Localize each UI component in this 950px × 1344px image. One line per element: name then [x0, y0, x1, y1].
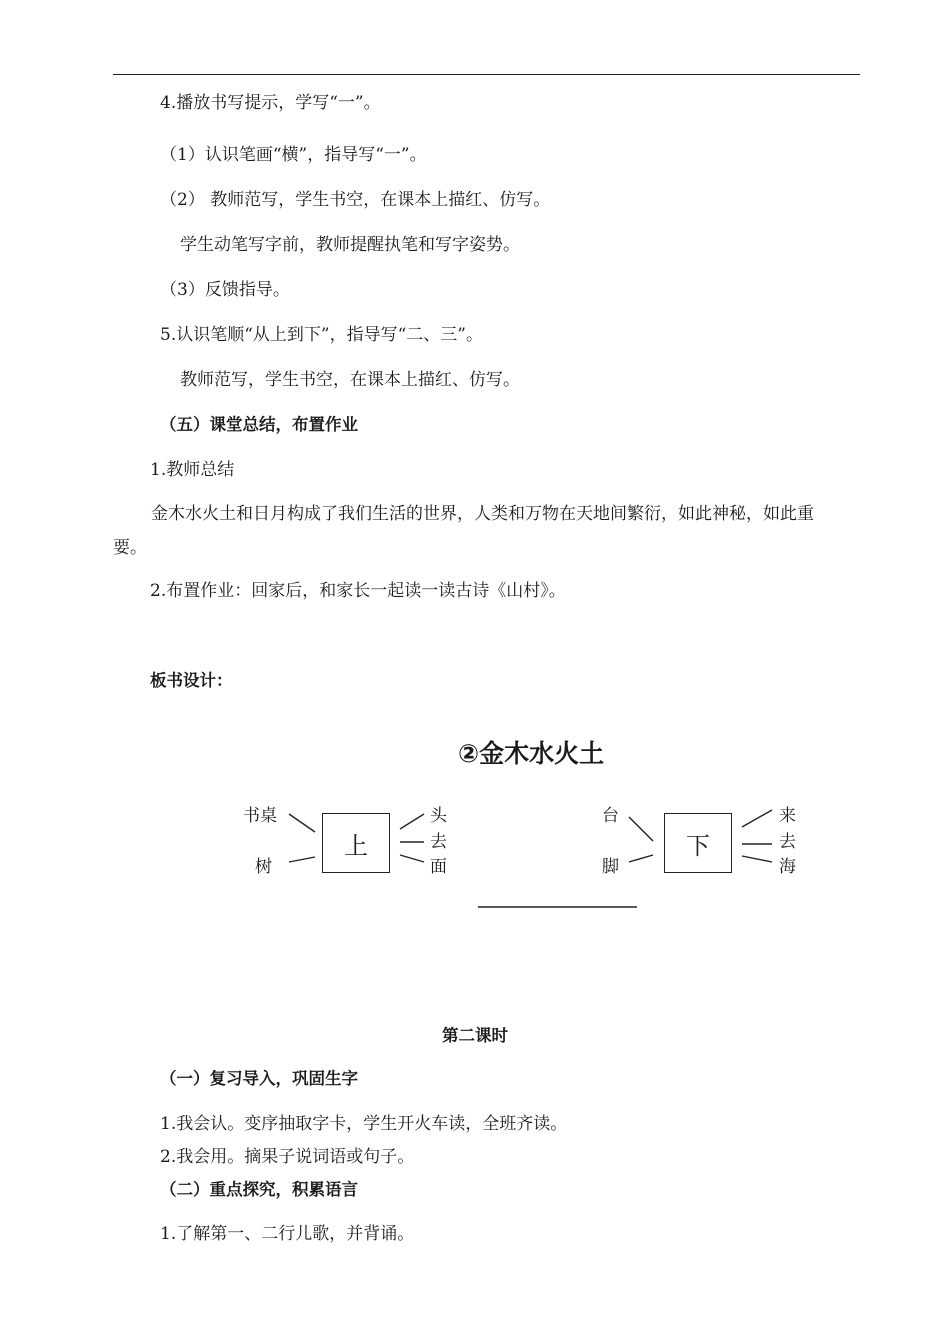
board-word: 去 — [779, 832, 796, 852]
lesson-2-item-2: 2.我会用。摘果子说词语或句子。 — [160, 1147, 415, 1167]
step-5-detail: 教师范写，学生书空，在课本上描红、仿写。 — [180, 370, 520, 390]
step-4: 4.播放书写提示，学写“一”。 — [160, 93, 381, 113]
board-word: 台 — [602, 806, 619, 826]
board-word: 来 — [779, 806, 796, 826]
writing-reminder: 学生动笔写字前，教师提醒执笔和写字姿势。 — [180, 235, 520, 255]
board-word: 头 — [430, 806, 447, 826]
lesson-2-title: 第二课时 — [442, 1026, 508, 1045]
connector-line — [742, 810, 772, 827]
board-word: 面 — [430, 857, 447, 877]
connector-line — [289, 814, 315, 832]
lesson-2-item-3: 1.了解第一、二行儿歌，并背诵。 — [160, 1224, 415, 1244]
board-word: 脚 — [602, 857, 619, 877]
step-4-1: （1）认识笔画“横”，指导写“一”。 — [160, 145, 427, 165]
board-design-heading: 板书设计： — [150, 671, 233, 690]
step-5: 5.认识笔顺“从上到下”，指导写“二、三”。 — [160, 325, 483, 345]
connector-line — [400, 855, 424, 862]
connector-line — [289, 857, 315, 862]
board-box-shang: 上 — [322, 813, 390, 873]
board-word: 树 — [255, 857, 272, 877]
step-4-3: （3）反馈指导。 — [160, 280, 290, 300]
step-4-2: （2） 教师范写，学生书空，在课本上描红、仿写。 — [160, 190, 551, 210]
connector-line — [629, 817, 653, 841]
lesson-2-item-1: 1.我会认。变序抽取字卡，学生开火车读，全班齐读。 — [160, 1114, 568, 1134]
lesson-2-heading-1: （一）复习导入，巩固生字 — [160, 1069, 358, 1088]
connector-line — [629, 855, 653, 862]
connector-line — [400, 814, 424, 829]
lesson-2-heading-2: （二）重点探究，积累语言 — [160, 1180, 358, 1199]
board-word: 书桌 — [243, 806, 277, 826]
connector-line — [742, 856, 772, 862]
homework-item: 2.布置作业：回家后，和家长一起读一读古诗《山村》。 — [150, 581, 566, 601]
board-title: ②金木水火土 — [458, 739, 605, 768]
board-box-xia: 下 — [664, 813, 732, 873]
summary-item-1: 1.教师总结 — [150, 460, 235, 480]
board-word: 海 — [779, 857, 796, 877]
section-heading-5: （五）课堂总结，布置作业 — [160, 415, 358, 434]
summary-paragraph: 金木水火土和日月构成了我们生活的世界，人类和万物在天地间繁衍，如此神秘，如此重要。 — [113, 504, 814, 558]
board-word: 去 — [430, 832, 447, 852]
